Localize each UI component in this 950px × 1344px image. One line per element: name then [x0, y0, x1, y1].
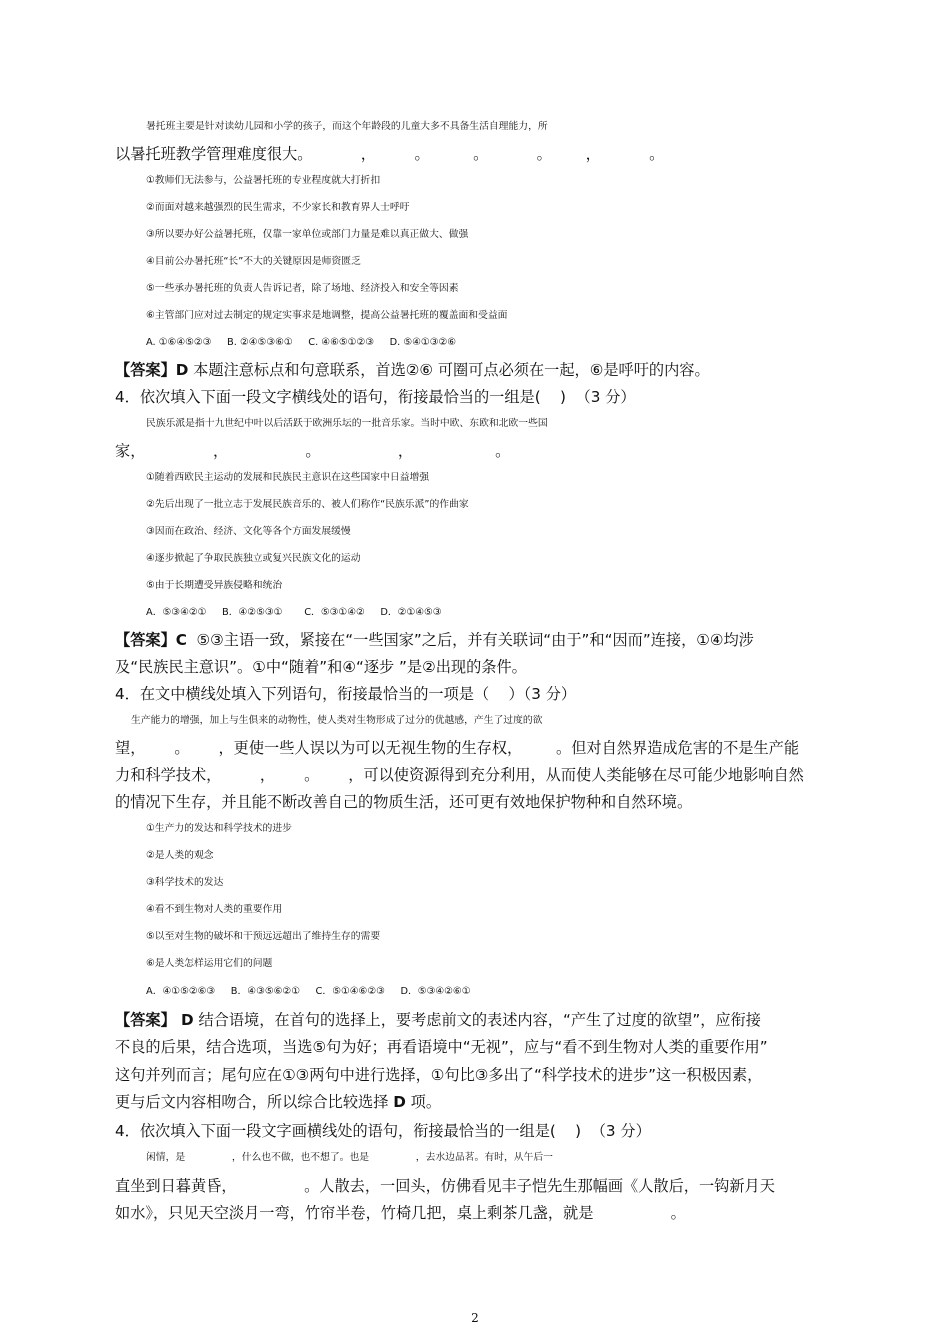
qa-option-1: ①教师们无法参与，公益暑托班的专业程度就大打折扣	[146, 175, 381, 186]
qc-option-5: ⑤以至对生物的破坏和干预远远超出了维持生存的需要	[146, 931, 381, 942]
qa-option-4: ④目前公办暑托班“长”不大的关键原因是师资匮乏	[146, 256, 361, 267]
qc-text-line2: 望， 。 ，更使一些人误以为可以无视生物的生存权， 。但对自然界造成危害的不是生产能	[115, 739, 800, 757]
qa-choices: A. ①⑥④⑤②③ B. ②④⑤③⑥① C. ④⑥⑤①②③ D. ⑤④①③②⑥	[146, 337, 457, 348]
qd-text-line1: 闲情，是 ，什么也不做，也不想了。也是 ，去水边品茗。有时，从午后一	[146, 1152, 553, 1163]
qc-choices: A．④①⑤②⑥③ B．④③⑤⑥②① C．⑤①④⑥②③ D．⑤③④②⑥①	[146, 986, 471, 997]
qa-intro-line1: 暑托班主要是针对读幼儿园和小学的孩子，而这个年龄段的儿童大多不具备生活自理能力，所	[146, 121, 548, 132]
qb-answer-line1	[115, 630, 840, 650]
qc-answer-text1: 结合语境，在首句的选择上，要考虑前文的表述内容，“产生了过度的欲望”，应衔接	[193, 1011, 761, 1029]
qb-option-4: ④逐步掀起了争取民族独立或复兴民族文化的运动	[146, 553, 361, 564]
qb-choices: A．⑤③④②① B．④②⑤③① C．⑤③①④② D．②①④⑤③	[146, 607, 442, 618]
qc-answer-line4	[115, 1092, 840, 1112]
qc-stem: 4．在文中横线处填入下列语句，衔接最恰当的一项是（ ）（3 分）	[115, 685, 577, 703]
qc-answer-line3: 这句并列而言；尾句应在①③两句中进行选择，①句比③多出了“科学技术的进步”这一积极因素，	[115, 1066, 763, 1084]
qc-answer-tag: 【答案】 D	[115, 1011, 194, 1029]
qa-intro-line2: 以暑托班教学管理难度很大。 ， 。 。 。 ， 。	[115, 145, 665, 163]
qc-option-2: ②是人类的观念	[146, 850, 214, 861]
qc-answer-line1	[115, 1010, 840, 1030]
qd-text-line2: 直坐到日暮黄昏， 。人散去，一回头，仿佛看见丰子恺先生那幅画《人散后，一钩新月天	[115, 1177, 775, 1195]
qd-text-line3: 如水》，只见天空淡月一弯，竹帘半卷，竹椅几把，桌上剩茶几盏，就是 。	[115, 1204, 686, 1222]
page-number: 2	[471, 1311, 479, 1325]
qc-text-line4: 的情况下生存，并且能不断改善自己的物质生活，还可更有效地保护物种和自然环境。	[115, 793, 693, 811]
qc-option-4: ④看不到生物对人类的重要作用	[146, 904, 283, 915]
qb-option-1: ①随着西欧民主运动的发展和民族民主意识在这些国家中日益增强	[146, 472, 430, 483]
qa-answer	[115, 360, 840, 380]
qb-stem: 4．依次填入下面一段文字横线处的语句，衔接最恰当的一组是( ) （3 分）	[115, 388, 636, 406]
qb-option-3: ③因而在政治、经济、文化等各个方面发展缓慢	[146, 526, 351, 537]
qc-option-3: ③科学技术的发达	[146, 877, 224, 888]
qa-option-3: ③所以要办好公益暑托班，仅靠一家单位或部门力量是难以真正做大、做强	[146, 229, 469, 240]
qb-option-5: ⑤由于长期遭受异族侵略和统治	[146, 580, 283, 591]
qa-answer-text: 本题注意标点和句意联系，首选②⑥ 可圈可点必须在一起，⑥是呼吁的内容。	[188, 361, 710, 379]
qb-text-line2: 家， ， 。 ， 。	[115, 442, 511, 460]
qc-answer-line2: 不良的后果，结合选项，当选⑤句为好；再看语境中“无视”，应与“看不到生物对人类的重要作用”	[115, 1038, 768, 1056]
qa-option-2: ②而面对越来越强烈的民生需求，不少家长和教育界人士呼吁	[146, 202, 410, 213]
qb-text-line1: 民族乐派是指十九世纪中叶以后活跃于欧洲乐坛的一批音乐家。当时中欧、东欧和北欧一些国	[146, 418, 548, 429]
qa-option-5: ⑤一些承办暑托班的负责人告诉记者，除了场地、经济投入和安全等因素	[146, 283, 459, 294]
qb-option-2: ②先后出现了一批立志于发展民族音乐的、被人们称作“民族乐派”的作曲家	[146, 499, 469, 510]
qd-stem: 4．依次填入下面一段文字画横线处的语句，衔接最恰当的一组是( ) （3 分）	[115, 1122, 651, 1140]
qb-answer-tag: 【答案】C	[115, 631, 187, 649]
qc-text-line3: 力和科学技术， ， 。 ，可以使资源得到充分利用，从而使人类能够在尽可能少地影响自然	[115, 766, 804, 784]
qb-answer-text1: ⑤③主语一致，紧接在“一些国家”之后，并有关联词“由于”和“因而”连接，①④均涉	[186, 631, 754, 649]
qc-text-line1: 生产能力的增强，加上与生俱来的动物性，使人类对生物形成了过分的优越感，产生了过度的欲	[131, 715, 543, 726]
qa-answer-tag: 【答案】D	[115, 361, 189, 379]
qa-option-6: ⑥主管部门应对过去制定的规定实事求是地调整，提高公益暑托班的覆盖面和受益面	[146, 310, 508, 321]
qc-option-1: ①生产力的发达和科学技术的进步	[146, 823, 292, 834]
qc-answer-text4a: 更与后文内容相吻合，所以综合比较选择	[115, 1093, 394, 1111]
qc-answer-text4c: 项。	[405, 1093, 442, 1111]
qc-answer-choice: D	[393, 1093, 406, 1111]
qb-answer-line2: 及“民族民主意识”。①中“随着”和④“逐步 ”是②出现的条件。	[115, 658, 527, 676]
qc-option-6: ⑥是人类怎样运用它们的问题	[146, 958, 273, 969]
